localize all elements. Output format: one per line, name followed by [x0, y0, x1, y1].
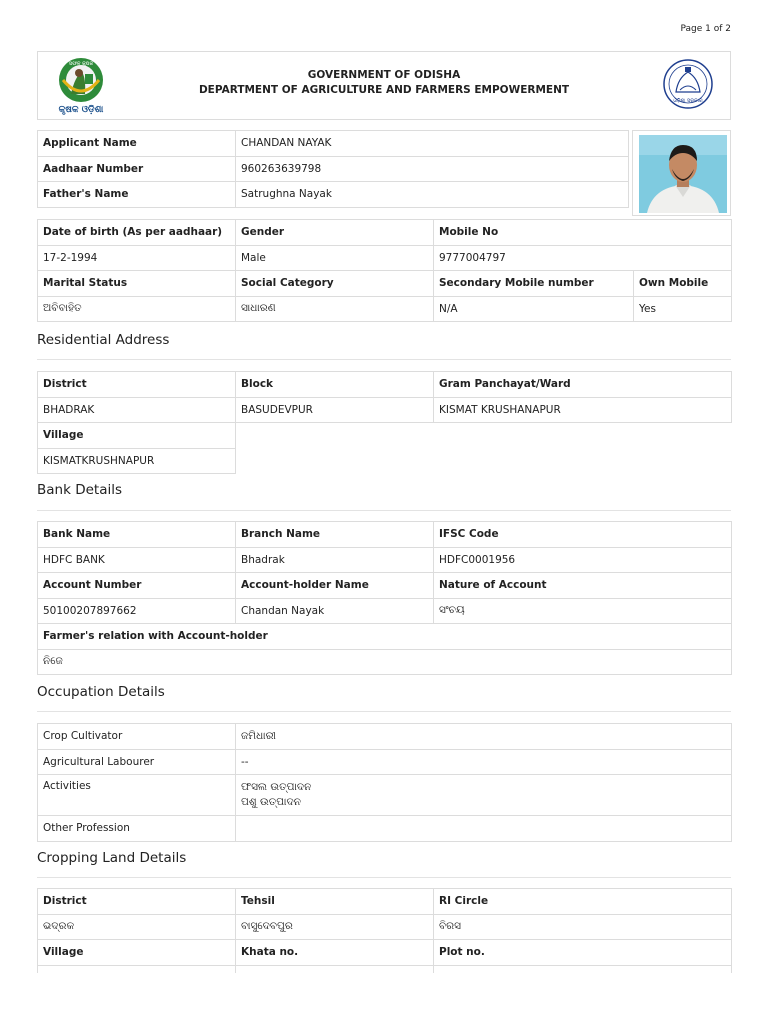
father-name-label: Father's Name [38, 182, 236, 208]
cropping-land-table [37, 888, 732, 973]
table-row [38, 940, 732, 966]
table-row [38, 131, 629, 157]
personal-details-table [37, 219, 732, 322]
social-category-label: Social Category [236, 271, 434, 297]
farmer-relation-value: ନିଜେ [38, 649, 732, 675]
residential-address-heading: Residential Address [37, 332, 170, 348]
plot-number-label: Plot no. [434, 940, 732, 966]
table-row [38, 397, 732, 423]
plot-number-value [434, 965, 732, 973]
gram-panchayat-value: KISMAT KRUSHANAPUR [434, 397, 732, 423]
bank-name-value: HDFC BANK [38, 547, 236, 573]
ifsc-code-label: IFSC Code [434, 522, 732, 548]
account-holder-value: Chandan Nayak [236, 598, 434, 624]
land-district-label: District [38, 889, 236, 915]
emblem-caption: ଓଡ଼ିଶା ସରକାର [673, 98, 703, 104]
tehsil-label: Tehsil [236, 889, 434, 915]
section-divider [37, 359, 731, 360]
document-header [37, 51, 731, 120]
bank-details-table [37, 521, 732, 675]
applicant-table [37, 130, 629, 208]
applicant-photo-frame [632, 130, 731, 216]
table-row [38, 220, 732, 246]
table-row [38, 423, 732, 449]
odisha-emblem-icon [658, 58, 718, 114]
secondary-mobile-value: N/A [434, 296, 634, 322]
empty-cell [236, 448, 732, 474]
farmer-relation-label: Farmer's relation with Account-holder [38, 624, 732, 650]
district-value: BHADRAK [38, 397, 236, 423]
table-row [38, 522, 732, 548]
father-name-value: Satrughna Nayak [236, 182, 629, 208]
table-row [38, 914, 732, 940]
village-value: KISMATKRUSHNAPUR [38, 448, 236, 474]
other-profession-value [236, 816, 732, 842]
ifsc-code-value: HDFC0001956 [434, 547, 732, 573]
logo-ring-text: ସଫଳ କୃଷକ [68, 61, 94, 67]
occupation-details-heading: Occupation Details [37, 684, 165, 700]
aadhaar-number-label: Aadhaar Number [38, 156, 236, 182]
marital-status-label: Marital Status [38, 271, 236, 297]
khata-number-label: Khata no. [236, 940, 434, 966]
bank-details-heading: Bank Details [37, 482, 123, 498]
table-row [38, 448, 732, 474]
table-row [38, 965, 732, 973]
district-label: District [38, 372, 236, 398]
table-row [38, 724, 732, 750]
table-row [38, 156, 629, 182]
header-title-government: GOVERNMENT OF ODISHA [307, 69, 461, 81]
branch-name-label: Branch Name [236, 522, 434, 548]
table-row [38, 889, 732, 915]
applicant-photo-icon [639, 135, 727, 213]
logo-caption: କୃଷକ ଓଡ଼ିଶା [58, 105, 104, 115]
dob-value: 17-2-1994 [38, 245, 236, 271]
empty-cell [236, 423, 732, 449]
account-number-value: 50100207897662 [38, 598, 236, 624]
applicant-name-value: CHANDAN NAYAK [236, 131, 629, 157]
secondary-mobile-label: Secondary Mobile number [434, 271, 634, 297]
activity-item: ପଶୁ ଉତ୍ପାଦନ [241, 796, 301, 808]
table-row [38, 749, 732, 775]
block-value: BASUDEVPUR [236, 397, 434, 423]
table-row [38, 372, 732, 398]
gram-panchayat-label: Gram Panchayat/Ward [434, 372, 732, 398]
section-divider [37, 711, 731, 712]
khata-number-value [236, 965, 434, 973]
table-row [38, 547, 732, 573]
header-title-department: DEPARTMENT OF AGRICULTURE AND FARMERS EMPOWERMENT [198, 84, 570, 96]
table-row [38, 649, 732, 675]
own-mobile-value: Yes [634, 296, 732, 322]
table-row [38, 775, 732, 816]
other-profession-label: Other Profession [38, 816, 236, 842]
cropping-land-heading: Cropping Land Details [37, 850, 187, 866]
page-number: Page 1 of 2 [680, 24, 731, 34]
account-holder-label: Account-holder Name [236, 573, 434, 599]
gender-value: Male [236, 245, 434, 271]
mobile-value: 9777004797 [434, 245, 732, 271]
table-row [38, 245, 732, 271]
table-row [38, 816, 732, 842]
dob-label: Date of birth (As per aadhaar) [38, 220, 236, 246]
mobile-label: Mobile No [434, 220, 732, 246]
table-row [38, 182, 629, 208]
section-divider [37, 510, 731, 511]
table-row [38, 598, 732, 624]
ri-circle-label: RI Circle [434, 889, 732, 915]
aadhaar-number-value: 960263639798 [236, 156, 629, 182]
table-row [38, 271, 732, 297]
table-row [38, 573, 732, 599]
agricultural-labourer-label: Agricultural Labourer [38, 749, 236, 775]
gender-label: Gender [236, 220, 434, 246]
table-row [38, 624, 732, 650]
applicant-name-label: Applicant Name [38, 131, 236, 157]
own-mobile-label: Own Mobile [634, 271, 732, 297]
social-category-value: ସାଧାରଣ [236, 296, 434, 322]
table-row [38, 296, 732, 322]
activities-label: Activities [38, 775, 236, 816]
land-village-label: Village [38, 940, 236, 966]
nature-of-account-label: Nature of Account [434, 573, 732, 599]
crop-cultivator-value: ଜମିଧାରୀ [236, 724, 732, 750]
land-district-value: ଭଦ୍ରକ [38, 914, 236, 940]
bank-name-label: Bank Name [38, 522, 236, 548]
activities-value [236, 775, 732, 816]
nature-of-account-value: ସଂଚୟ [434, 598, 732, 624]
occupation-details-table [37, 723, 732, 842]
branch-name-value: Bhadrak [236, 547, 434, 573]
block-label: Block [236, 372, 434, 398]
land-village-value [38, 965, 236, 973]
ri-circle-value: ବିରସ [434, 914, 732, 940]
activity-item: ଫସଲ ଉତ୍ପାଦନ [241, 781, 312, 793]
account-number-label: Account Number [38, 573, 236, 599]
marital-status-value: ଅବିବାହିତ [38, 296, 236, 322]
agricultural-labourer-value: -- [236, 749, 732, 775]
crop-cultivator-label: Crop Cultivator [38, 724, 236, 750]
section-divider [37, 877, 731, 878]
residential-address-table [37, 371, 732, 474]
village-label: Village [38, 423, 236, 449]
tehsil-value: ବାସୁଦେବପୁର [236, 914, 434, 940]
